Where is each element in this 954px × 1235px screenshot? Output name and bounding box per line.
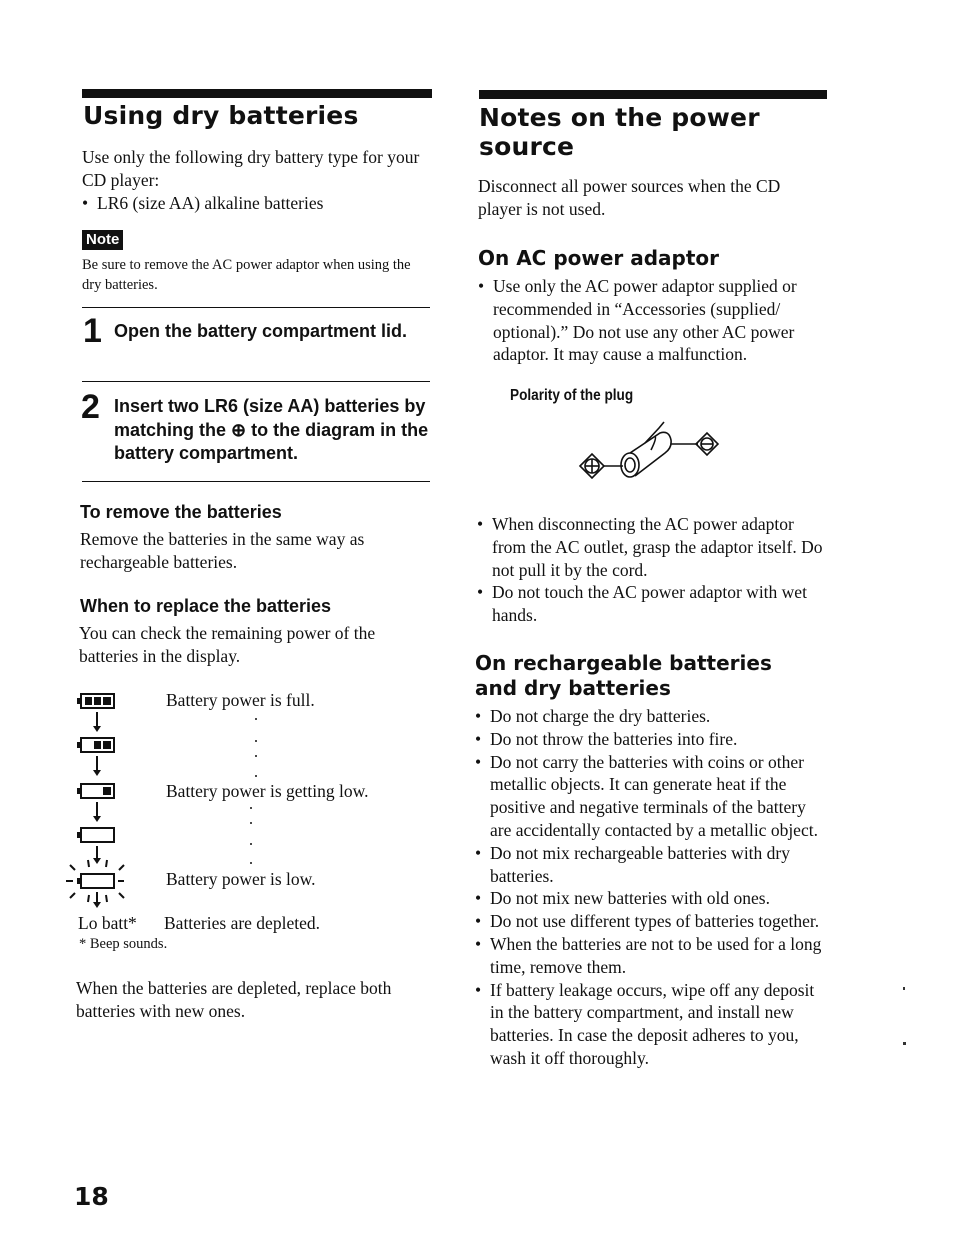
rechargeable-item: • Do not throw the batteries into fire. <box>475 728 827 751</box>
rechargeable-item: • When the batteries are not to be used for a long time, remove them. <box>475 933 827 979</box>
polarity-label: Polarity of the plug <box>510 387 634 404</box>
level-getting-low-text: Battery power is getting low. <box>166 781 369 801</box>
battery-full-icon <box>77 694 114 708</box>
battery-one-third-icon <box>77 784 114 798</box>
battery-two-thirds-icon <box>77 738 114 752</box>
ac-adaptor-list-1 <box>478 275 826 366</box>
step1-number: 1 <box>83 312 102 350</box>
rechargeable-item: • Do not use different types of batteries together. <box>475 910 827 933</box>
ac-adaptor-list-2 <box>477 513 827 627</box>
right-section-title: Notes on the power source <box>479 103 760 161</box>
ac-adaptor-heading: On AC power adaptor <box>478 246 720 270</box>
footnote: * Beep sounds. <box>79 936 168 952</box>
remove-heading: To remove the batteries <box>80 502 282 522</box>
remove-text: Remove the batteries in the same way as rechargeable batteries. <box>80 529 365 572</box>
right-title-rule <box>479 90 827 99</box>
level-low-text: Battery power is low. <box>166 869 316 889</box>
battery-flashing-icon <box>66 860 124 902</box>
closing-text: When the batteries are depleted, replace both batteries with new ones. <box>76 978 392 1021</box>
power-intro: Disconnect all power sources when the CD player is not used. <box>478 176 781 219</box>
rechargeable-item: • If battery leakage occurs, wipe off any deposit in the battery compartment, and install new batteries. In case the deposit adheres to you, wash it off thoroughly. <box>475 979 827 1070</box>
level-depleted-text: Batteries are depleted. <box>164 913 320 933</box>
left-title-rule <box>82 89 432 98</box>
step2-top-rule <box>82 381 430 382</box>
battery-level-diagram <box>60 688 200 928</box>
note-text: Be sure to remove the AC power adaptor when using the dry batteries. <box>82 257 411 293</box>
step1-top-rule <box>82 307 430 308</box>
battery-type-list <box>82 192 427 215</box>
page-number: 18 <box>74 1182 109 1211</box>
ac-adaptor-item: • Use only the AC power adaptor supplied or recommended in “Accessories (supplied/ optional).” Do not use any other AC power adaptor. It may cause a malfunction. <box>478 275 826 366</box>
dry-battery-intro: Use only the following dry battery type for your CD player: <box>82 147 420 190</box>
step2-text: Insert two LR6 (size AA) batteries by matching the ⊕ to the diagram in the battery compartment. <box>114 396 429 463</box>
step2-bottom-rule <box>82 481 430 482</box>
battery-empty-icon <box>77 828 114 842</box>
rechargeable-heading: On rechargeable batteries and dry batteries <box>475 651 772 700</box>
battery-type-item: • LR6 (size AA) alkaline batteries <box>82 192 427 215</box>
plug-polarity-icon <box>575 418 725 488</box>
rechargeable-item: • Do not mix new batteries with old ones. <box>475 887 827 910</box>
level-full-text: Battery power is full. <box>166 690 315 710</box>
note-badge: Note <box>82 230 123 250</box>
rechargeable-item: • Do not charge the dry batteries. <box>475 705 827 728</box>
left-section-title: Using dry batteries <box>83 101 359 130</box>
replace-heading: When to replace the batteries <box>80 596 332 616</box>
ac-adaptor-item: • Do not touch the AC power adaptor with wet hands. <box>477 581 827 627</box>
ac-adaptor-item: • When disconnecting the AC power adaptor from the AC outlet, grasp the adaptor itself. Do not pull it by the cord. <box>477 513 827 581</box>
print-mark <box>903 987 905 990</box>
replace-text: You can check the remaining power of the batteries in the display. <box>79 623 376 666</box>
rechargeable-item: • Do not mix rechargeable batteries with dry batteries. <box>475 842 827 888</box>
rechargeable-list <box>475 705 827 1070</box>
rechargeable-item: • Do not carry the batteries with coins or other metallic objects. It can generate heat if the positive and negative terminals of the battery are accidentally contacted by a metallic object. <box>475 751 827 842</box>
print-mark <box>903 1042 906 1045</box>
step1-text: Open the battery compartment lid. <box>114 321 408 341</box>
step2-number: 2 <box>81 388 100 426</box>
lo-batt-label: Lo batt* <box>78 913 137 933</box>
